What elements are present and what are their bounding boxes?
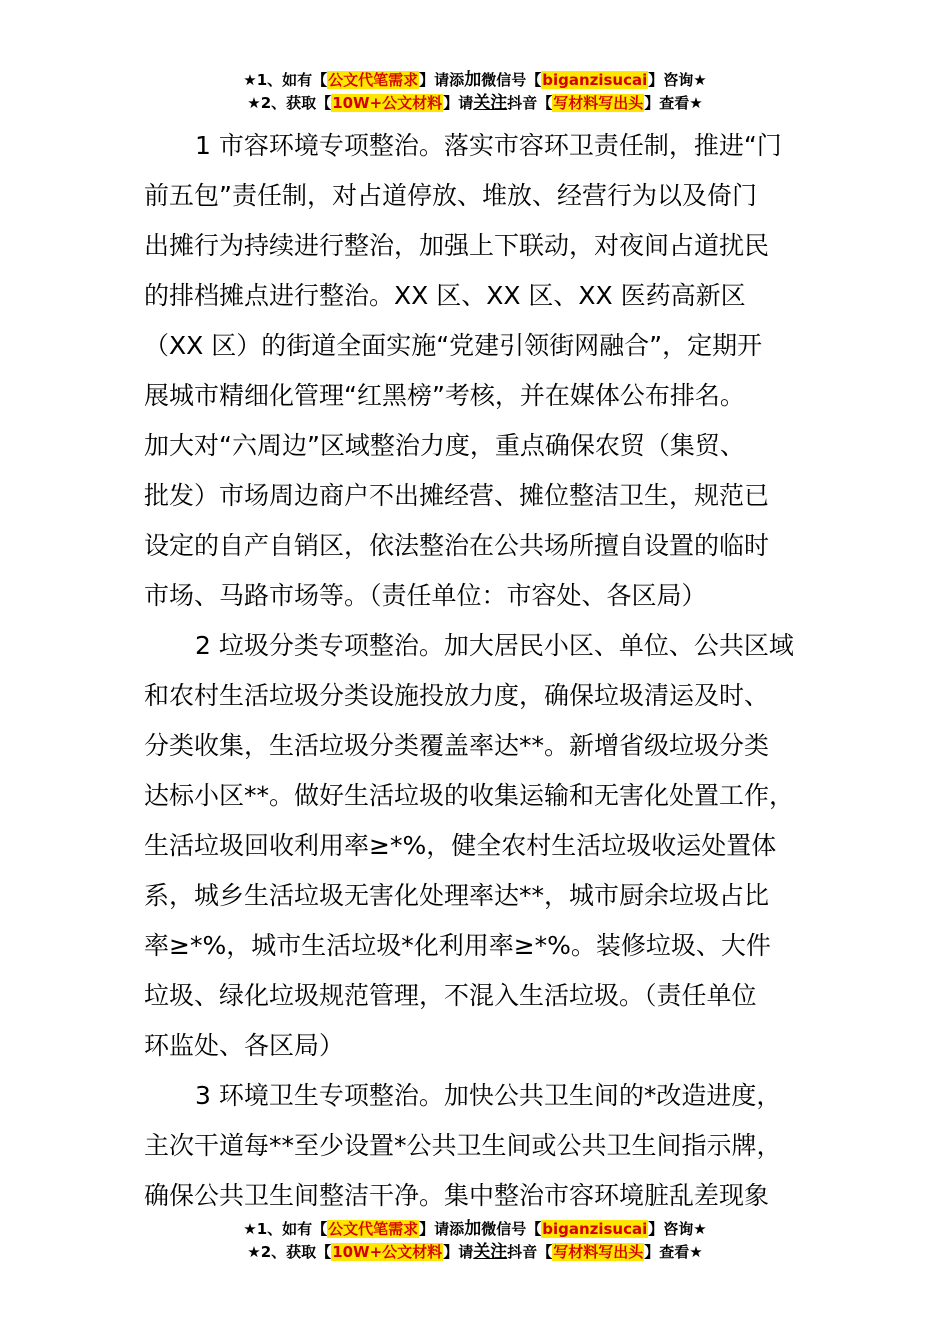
paragraph-line: 垃圾、绿化垃圾规范管理，不混入生活垃圾。（责任单位: [144, 981, 757, 1010]
paragraph-line: 展城市精细化管理“红黑榜”考核，并在媒体公布排名。: [144, 381, 745, 410]
paragraph-line: 设定的自产自销区，依法整治在公共场所擅自设置的临时: [144, 531, 770, 560]
paragraph-line: 加大对“六周边”区域整治力度，重点确保农贸（集贸、: [144, 431, 745, 460]
paragraph-line: 2 垃圾分类专项整治。加大居民小区、单位、公共区域: [195, 631, 794, 660]
paragraph-line: 1 市容环境专项整治。落实市容环卫责任制，推进“门: [195, 131, 782, 160]
promo-line-1: ★1、如有【公文代笔需求】请添加微信号【biganzisucai】咨询★: [243, 1219, 707, 1239]
paragraph-line: 达标小区**。做好生活垃圾的收集运输和无害化处置工作，: [144, 781, 795, 810]
highlight-materials: 10W+公文材料: [332, 94, 443, 112]
highlight-service: 公文代笔需求: [328, 71, 419, 89]
paragraph-line: 率≥*%，城市生活垃圾*化利用率≥*%。装修垃圾、大件: [144, 931, 771, 960]
paragraph-line: 3 环境卫生专项整治。加快公共卫生间的*改造进度，: [195, 1081, 782, 1110]
paragraph-line: 的排档摊点进行整治。XX 区、XX 区、XX 医药高新区: [144, 281, 746, 310]
paragraph-line: 生活垃圾回收利用率≥*%，健全农村生活垃圾收运处置体: [144, 831, 777, 860]
highlight-service: 公文代笔需求: [328, 1220, 419, 1238]
star-icon: ★: [689, 94, 703, 112]
paragraph-line: 分类收集，生活垃圾分类覆盖率达**。新增省级垃圾分类: [144, 731, 770, 760]
promo-line-2: ★2、获取【10W+公文材料】请关注抖音【写材料写出头】查看★: [247, 1242, 703, 1262]
star-icon: ★: [693, 1220, 707, 1238]
document-body: [144, 121, 824, 1221]
highlight-wechat-id: biganzisucai: [542, 71, 648, 89]
paragraph-line: 确保公共卫生间整洁干净。集中整治市容环境脏乱差现象: [144, 1181, 770, 1210]
footer-promo-banner: [0, 1218, 950, 1264]
paragraph-line: 出摊行为持续进行整治，加强上下联动，对夜间占道扰民: [144, 231, 770, 260]
paragraph-line: 前五包”责任制，对占道停放、堆放、经营行为以及倚门: [144, 181, 757, 210]
paragraph-line: 主次干道每**至少设置*公共卫生间或公共卫生间指示牌，: [144, 1131, 782, 1160]
star-icon: ★: [247, 1243, 261, 1261]
highlight-douyin-account: 写材料写出头: [553, 94, 644, 112]
paragraph-line: 和农村生活垃圾分类设施投放力度，确保垃圾清运及时、: [144, 681, 770, 710]
paragraph-line: 市场、马路市场等。（责任单位：市容处、各区局）: [144, 581, 707, 610]
paragraph-line: 系，城乡生活垃圾无害化处理率达**，城市厨余垃圾占比: [144, 881, 770, 910]
highlight-wechat-id: biganzisucai: [542, 1220, 648, 1238]
promo-line-2: ★2、获取【10W+公文材料】请关注抖音【写材料写出头】查看★: [247, 93, 703, 113]
paragraph-line: （XX 区）的街道全面实施“党建引领街网融合”，定期开: [144, 331, 763, 360]
star-icon: ★: [243, 71, 257, 89]
star-icon: ★: [243, 1220, 257, 1238]
highlight-materials: 10W+公文材料: [332, 1243, 443, 1261]
promo-line-1: ★1、如有【公文代笔需求】请添加微信号【biganzisucai】咨询★: [243, 70, 707, 90]
star-icon: ★: [247, 94, 261, 112]
paragraph-line: 环监处、各区局）: [144, 1031, 345, 1060]
star-icon: ★: [693, 71, 707, 89]
header-promo-banner: [0, 69, 950, 115]
highlight-douyin-account: 写材料写出头: [553, 1243, 644, 1261]
star-icon: ★: [689, 1243, 703, 1261]
paragraph-line: 批发）市场周边商户不出摊经营、摊位整洁卫生，规范已: [144, 481, 770, 510]
